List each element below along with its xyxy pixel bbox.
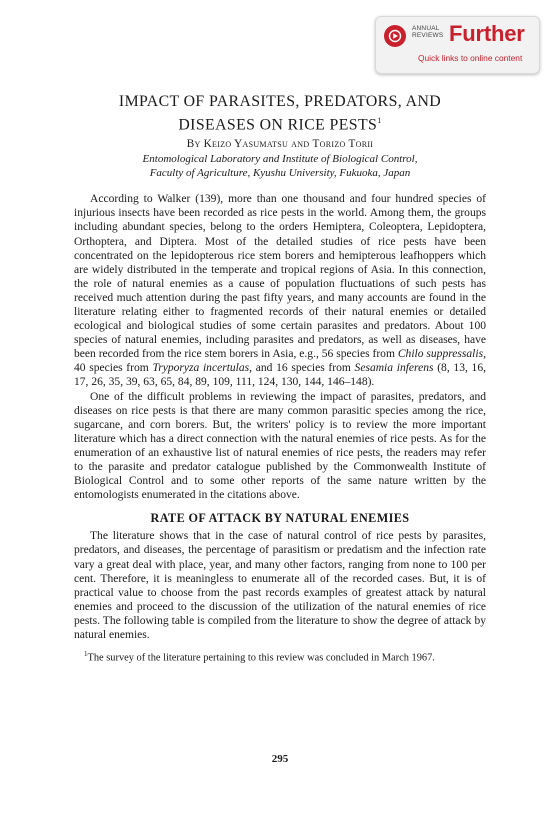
footnote-text: The survey of the literature pertaining to this review was concluded in March 1967.	[87, 652, 435, 664]
brand-line-2: REVIEWS	[412, 32, 444, 39]
footnote	[74, 648, 486, 664]
author-line	[74, 138, 486, 150]
species-name: Chilo suppressalis,	[397, 348, 486, 361]
article-title	[74, 92, 486, 134]
species-name: Tryporyza incertulas,	[152, 362, 253, 375]
article-page	[74, 92, 486, 675]
paragraph-text: and 16 species from	[252, 362, 355, 375]
quick-links-link[interactable]: Quick links to online content	[418, 53, 523, 63]
footnote-mark: 1	[84, 650, 88, 659]
paragraph-text: 40 species from	[74, 362, 153, 375]
affiliation	[74, 153, 486, 180]
further-label[interactable]: Further	[449, 21, 525, 46]
citation-list: (8, 13, 16, 17, 26, 35, 39, 63, 65, 84, 89, 109, 111, 124, 130, 144, 146–148).	[74, 362, 486, 389]
title-footnote-mark[interactable]: 1	[377, 116, 382, 125]
brand-line-1: ANNUAL	[412, 25, 440, 32]
paragraph-text: According to Walker (139), more than one thousand and four hundred species of injurious insects have been recorded as rice pests in the world. Among them, the groups including abundant species, belong to the orders Hemiptera, Coleoptera, Lepidoptera, Orthoptera, and Diptera. Most of the detailed studies of rice pests have been concentrated on the lepidopterous rice stem borers and hemipterous leafhoppers which are widely distributed in the temperate and tropical regions of Asia. In this connection, the role of natural enemies as a cause of population fluctuations of such pests has received much attention during the past fifty years, and many accounts are found in the literature relating either to fragmented records of their natural enemies or detailed ecological and biological studies of some certain parasites and predators. About 100 species of natural enemies, including parasites and predators, as well as diseases, have been recorded from the rice stem borers in Asia, e.g., 56 species from	[74, 193, 486, 361]
authors-by: By	[186, 138, 201, 151]
page-number: 295	[271, 753, 289, 765]
authors-and: and	[291, 138, 310, 151]
body-paragraph	[74, 192, 486, 389]
species-name: Sesamia inferens	[354, 362, 434, 375]
title-line-1: IMPACT OF PARASITES, PREDATORS, AND	[118, 93, 442, 110]
annual-reviews-logo-icon	[384, 25, 406, 47]
title-line-2: DISEASES ON RICE PESTS	[178, 116, 378, 134]
annual-reviews-brand	[412, 25, 443, 39]
body-paragraph: The literature shows that in the case of natural control of rice pests by parasites, predators, and diseases, the percentage of parasitism or predatism and the infection rate vary a great deal with place, year, and many other factors, ranging from none to 100 per cent. Therefore, it is meaningless to enumerate all of the recorded cases. But, it is of practical value to choose from the past records examples of greatest attack by natural enemies and proceed to the discussion of the utilization of the natural enemies of rice pests. The following table is compiled from the literature to show the degree of attack by natural enemies.	[74, 530, 486, 641]
annual-reviews-further-badge[interactable]	[375, 16, 540, 74]
author-name: Keizo Yasumatsu	[203, 138, 289, 151]
section-heading: RATE OF ATTACK BY NATURAL ENEMIES	[150, 511, 410, 526]
author-name: Torizo Torii	[312, 138, 374, 151]
affiliation-line-1: Entomological Laboratory and Institute of Biological Control,	[142, 153, 418, 166]
affiliation-line-2: Faculty of Agriculture, Kyushu University, Fukuoka, Japan	[149, 166, 411, 179]
body-paragraph: One of the difficult problems in reviewing the impact of parasites, predators, and diseases on rice pests is that there are many common parasitic species among the rice, sugarcane, and corn borers. But, the writers' policy is to review the more important literature which has a direct connection with the natural enemies of rice pests. As for the enumeration of an exhaustive list of natural enemies of rice pests, the readers may refer to the parasite and predator catalogue published by the Commonwealth Institute of Biological Control and to some other reports of the same nature written by the entomologists enumerated in the citations above.	[74, 390, 486, 502]
